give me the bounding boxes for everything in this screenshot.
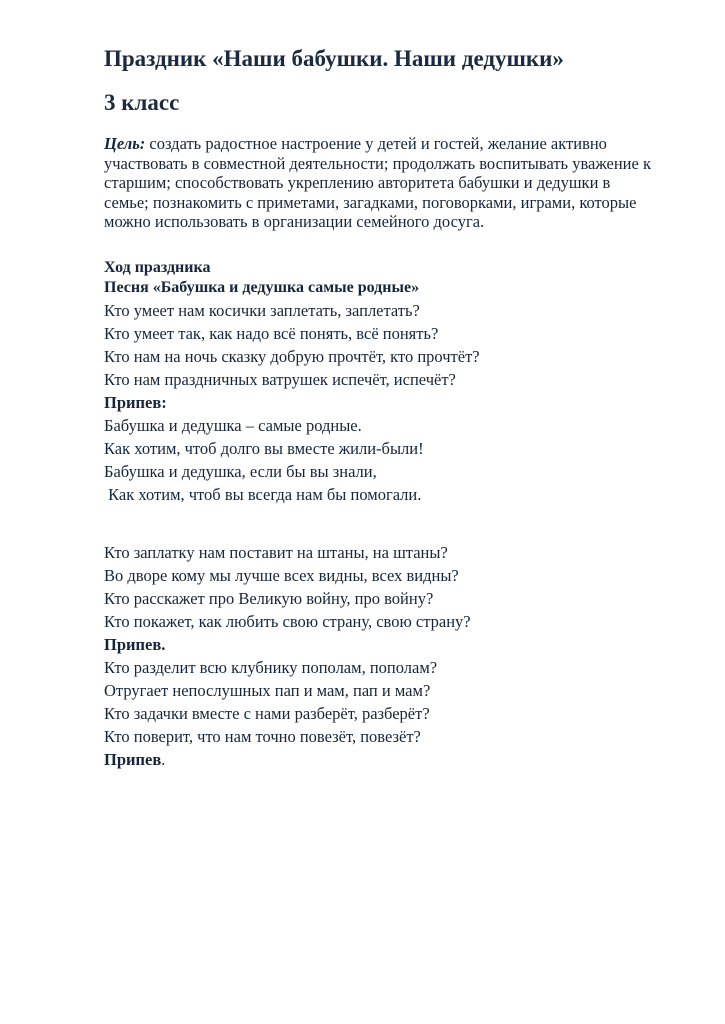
chorus-line: Бабушка и дедушка – самые родные. xyxy=(104,416,362,435)
grade-heading: 3 класс xyxy=(104,90,180,115)
verse-3-line: Кто задачки вместе с нами разберёт, разберёт? xyxy=(104,704,430,723)
verse-1-line: Кто нам праздничных ватрушек испечёт, испечёт? xyxy=(104,370,456,389)
song-heading: Песня «Бабушка и дедушка самые родные» xyxy=(104,279,420,296)
verse-2-line: Кто покажет, как любить свою страну, свою страну? xyxy=(104,612,471,631)
chorus-line: Как хотим, чтоб вы всегда нам бы помогали. xyxy=(104,485,422,504)
chorus-2-label: Припев. xyxy=(104,635,166,654)
chorus-3-line xyxy=(104,748,694,771)
verse-3-line: Кто разделит всю клубнику пополам, пополам? xyxy=(104,658,438,677)
verse-1-line: Кто умеет так, как надо всё понять, всё понять? xyxy=(104,324,439,343)
verse-2-line: Во дворе кому мы лучше всех видны, всех видны? xyxy=(104,566,459,585)
verse-1-line: Кто нам на ночь сказку добрую прочтёт, кто прочтёт? xyxy=(104,347,480,366)
verse-1-line: Кто умеет нам косички заплетать, заплетать? xyxy=(104,301,420,320)
chorus-3-label: Припев xyxy=(104,750,162,769)
song-lyrics xyxy=(104,299,694,771)
stanza-gap xyxy=(104,506,694,541)
chorus-line: Как хотим, чтоб долго вы вместе жили-были! xyxy=(104,439,424,458)
verse-3-line: Кто поверит, что нам точно повезёт, повезёт? xyxy=(104,727,421,746)
goal-line-2: участвовать в совместной деятельности; продолжать воспитывать уважение к xyxy=(104,153,651,173)
goal-label: Цель: xyxy=(104,134,146,153)
page-title: Праздник «Наши бабушки. Наши дедушки» xyxy=(104,46,564,71)
verse-3-line: Отругает непослушных пап и мам, пап и мам? xyxy=(104,681,431,700)
chorus-3-period: . xyxy=(161,750,166,769)
goal-line-4: семье; познакомить с приметами, загадками, поговорками, играми, которые xyxy=(104,192,637,212)
chorus-1-label: Припев: xyxy=(104,393,167,412)
goal-line-3: старшим; способствовать укреплению авторитета бабушки и дедушки в xyxy=(104,173,611,192)
progress-heading: Ход праздника xyxy=(104,259,211,276)
verse-2-line: Кто заплатку нам поставит на штаны, на штаны? xyxy=(104,543,448,562)
goal-paragraph xyxy=(104,134,684,232)
chorus-line: Бабушка и дедушка, если бы вы знали, xyxy=(104,462,377,481)
goal-text-1: создать радостное настроение у детей и гостей, желание активно xyxy=(145,134,607,153)
goal-line-1 xyxy=(104,134,684,154)
verse-2-line: Кто расскажет про Великую войну, про войну? xyxy=(104,589,434,608)
goal-line-5: можно использовать в организации семейного досуга. xyxy=(104,212,485,231)
